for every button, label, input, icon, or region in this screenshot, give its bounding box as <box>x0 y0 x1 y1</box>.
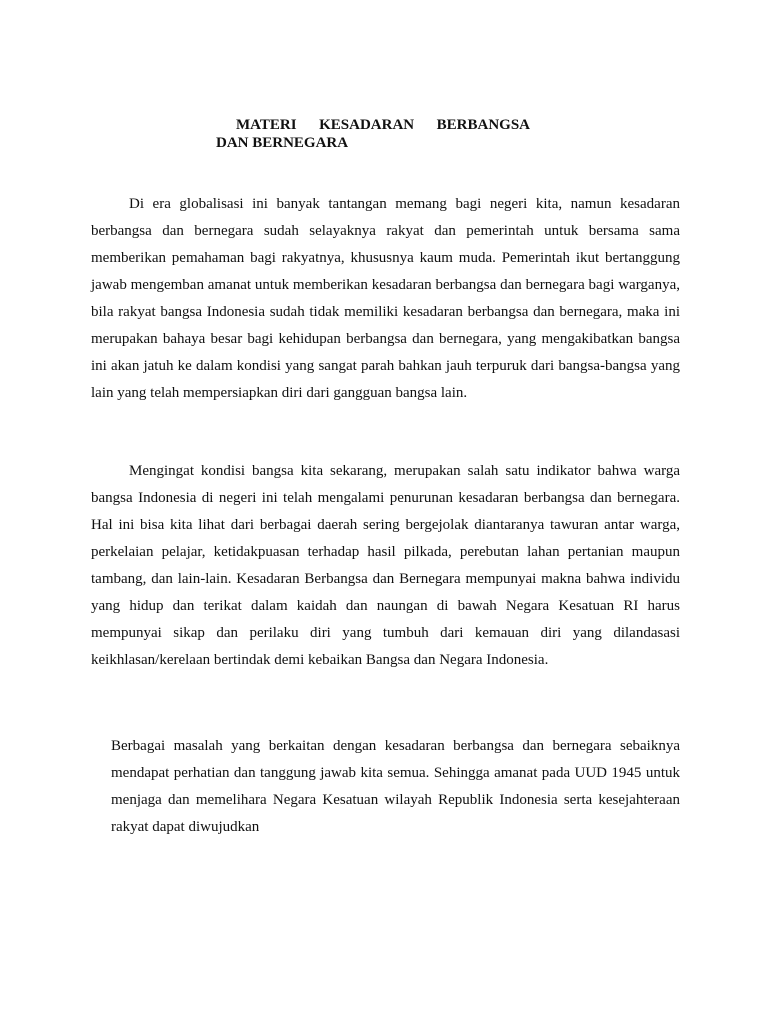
paragraph-2: Mengingat kondisi bangsa kita sekarang, merupakan salah satu indikator bahwa warga bangsa Indonesia di negeri ini telah mengalami penurunan kesadaran berbangsa dan bernegara. Hal ini bisa kita lihat dari berbagai daerah sering bergejolak diantaranya tawuran antar warga, perkelaian pelajar, ketidakpuasan terhadap hasil pilkada, perebutan lahan pertanian maupun tambang, dan lain-lain. Kesadaran Berbangsa dan Bernegara mempunyai makna bahwa individu yang hidup dan terikat dalam kaidah dan naungan di bawah Negara Kesatuan RI harus mempunyai sikap dan perilaku diri yang tumbuh dari kemauan diri yang dilandasasi keikhlasan/kerelaan bertindak demi kebaikan Bangsa dan Negara Indonesia. <box>91 463 680 668</box>
document-title-line-1: MATERI KESADARAN BERBANGSA <box>236 117 530 133</box>
paragraph-3: Berbagai masalah yang berkaitan dengan kesadaran berbangsa dan bernegara sebaiknya mendapat perhatian dan tanggung jawab kita semua. Sehingga amanat pada UUD 1945 untuk menjaga dan memelihara Negara Kesatuan wilayah Republik Indonesia serta kesejahteraan rakyat dapat diwujudkan <box>111 738 680 835</box>
document-title-line-2: DAN BERNEGARA <box>216 135 349 151</box>
paragraph-1: Di era globalisasi ini banyak tantangan memang bagi negeri kita, namun kesadaran berbangsa dan bernegara sudah selayaknya rakyat dan pemerintah untuk bersama sama memberikan pemahaman bagi rakyatnya, khususnya kaum muda. Pemerintah ikut bertanggung jawab mengemban amanat untuk memberikan kesadaran berbangsa dan bernegara bagi warganya, bila rakyat bangsa Indonesia sudah tidak memiliki kesadaran berbangsa dan bernegara, maka ini merupakan bahaya besar bagi kehidupan berbangsa dan bernegara, yang mengakibatkan bangsa ini akan jatuh ke dalam kondisi yang sangat parah bahkan jauh terpuruk dari bangsa-bangsa yang lain yang telah mempersiapkan diri dari gangguan bangsa lain. <box>91 196 680 401</box>
